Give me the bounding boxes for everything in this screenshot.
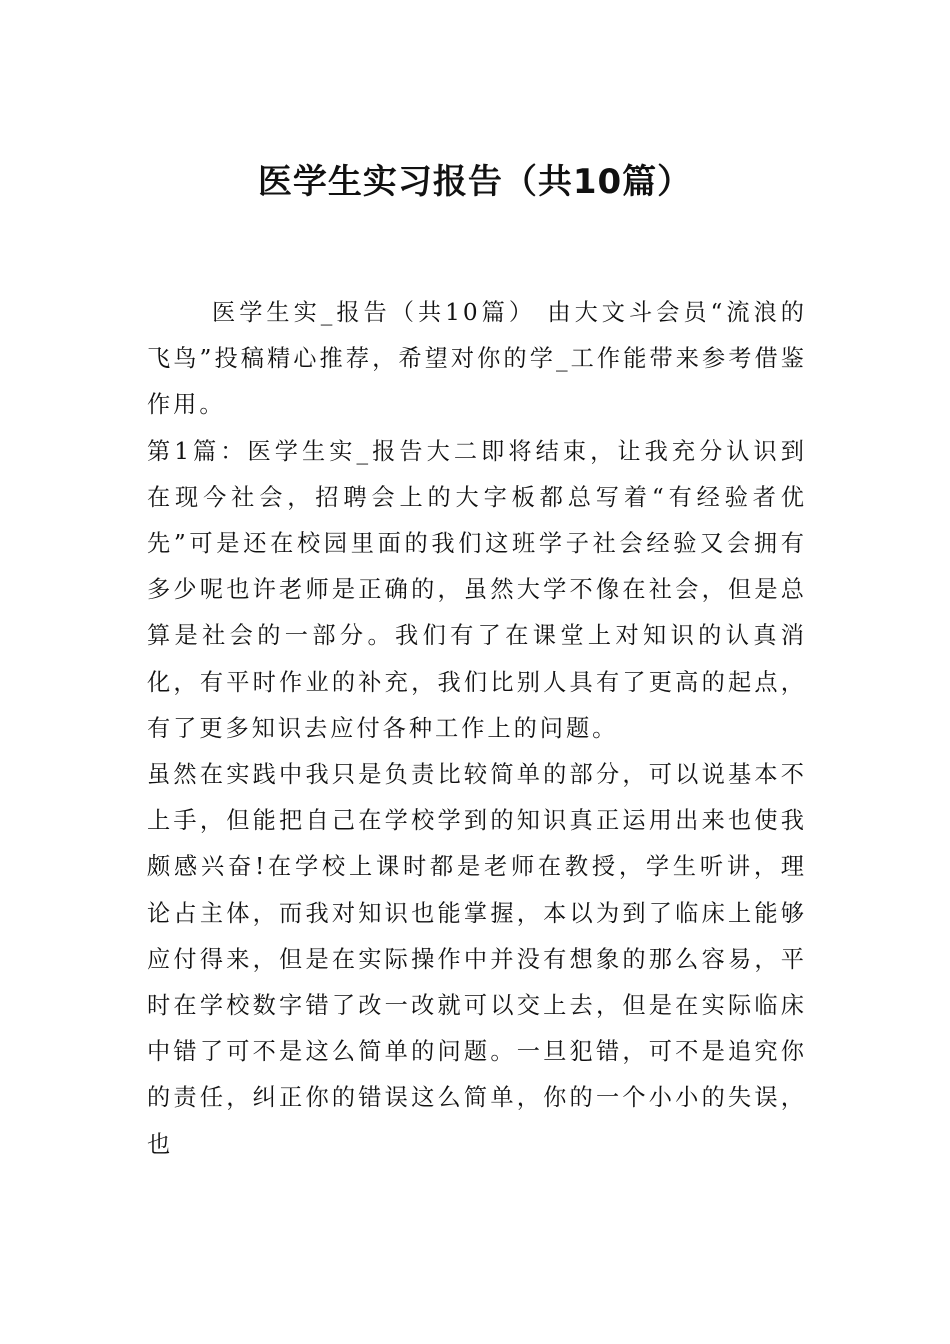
document-body	[147, 290, 807, 1168]
chapter-1-paragraph: 第1篇：医学生实_报告大二即将结束，让我充分认识到在现今社会，招聘会上的大字板都总写着“有经验者优先”可是还在校园里面的我们这班学子社会经验又会拥有多少呢也许老师是正确的，虽然大学不像在社会，但是总算是社会的一部分。我们有了在课堂上对知识的认真消化，有平时作业的补充，我们比别人具有了更高的起点，有了更多知识去应付各种工作上的问题。	[147, 437, 807, 742]
document-title: 医学生实习报告（共10篇）	[257, 162, 693, 202]
intro-paragraph: 医学生实_报告（共10篇） 由大文斗会员“流浪的飞鸟”投稿精心推荐，希望对你的学_工作能带来参考借鉴作用。	[147, 299, 807, 419]
practice-paragraph: 虽然在实践中我只是负责比较简单的部分，可以说基本不上手，但能把自己在学校学到的知识真正运用出来也使我颇感兴奋!在学校上课时都是老师在教授，学生听讲，理论占主体，而我对知识也能掌握，本以为到了临床上能够应付得来，但是在实际操作中并没有想象的那么容易，平时在学校数字错了改一改就可以交上去，但是在实际临床中错了可不是这么简单的问题。一旦犯错，可不是追究你的责任，纠正你的错误这么简单，你的一个小小的失误，也	[147, 761, 807, 1158]
